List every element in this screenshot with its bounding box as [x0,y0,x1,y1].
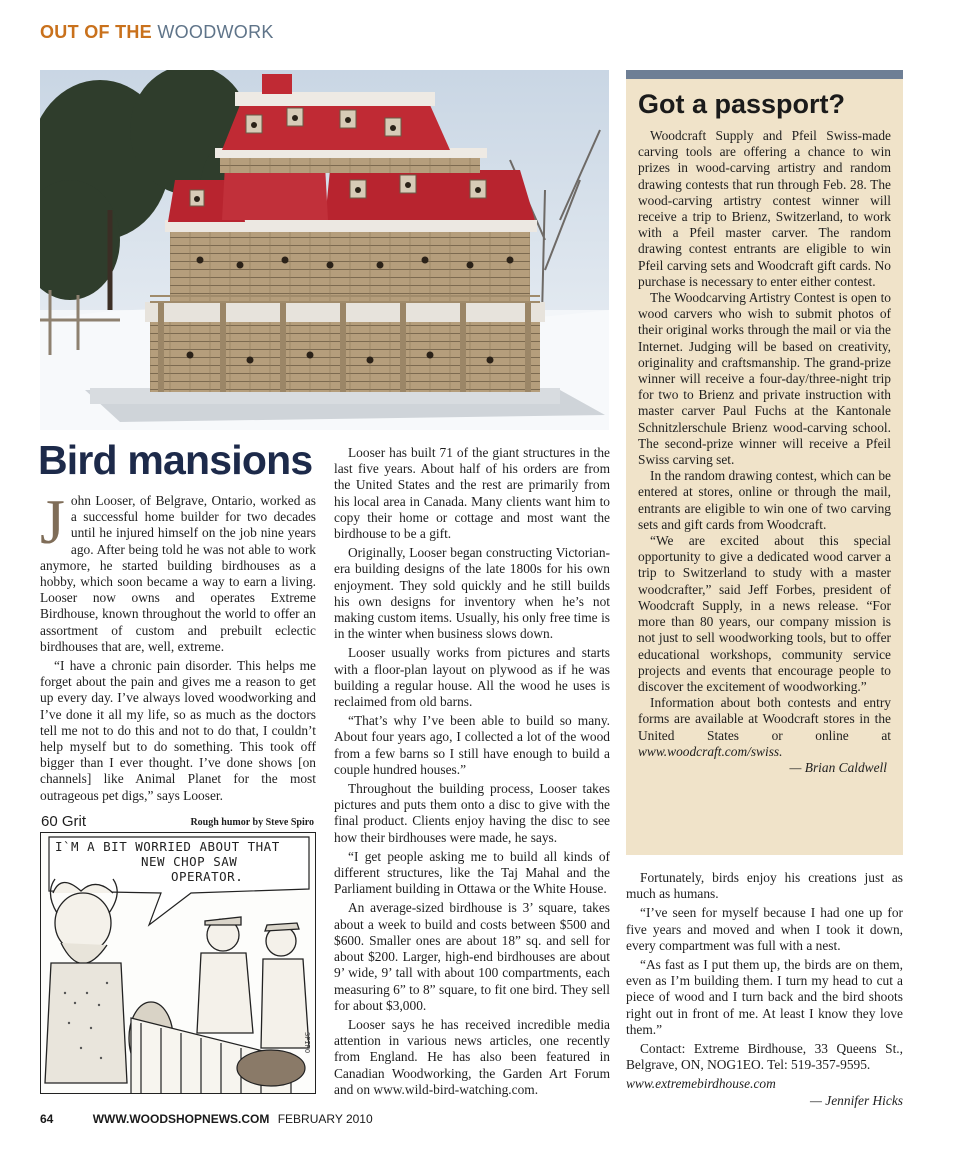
cartoon-caption [55,839,305,884]
cartoon-header [40,812,316,832]
sidebar-url[interactable]: www.woodcraft.com/swiss. [638,743,783,759]
article-paragraph [40,486,316,655]
cartoon-signature: SPIRO [303,1031,311,1053]
cartoon-caption-line: OPERATOR. [171,869,244,884]
footer-site[interactable]: WWW.WOODSHOPNEWS.COM [92,1112,270,1126]
article-paragraph: Contact: Extreme Birdhouse, 33 Queens St., Belgrave, ON, NOG1EO. Tel: 519-357-9595. [626,1041,903,1073]
cartoon-caption-line: NEW CHOP SAW [141,854,238,869]
article-column-3 [626,870,903,1109]
article-headline: Bird mansions [38,437,313,483]
sidebar-byline: — Brian Caldwell [789,759,887,775]
page-footer [40,1112,373,1126]
section-header [40,22,274,43]
section-header-light: WOODWORK [157,22,274,42]
article-column-1 [40,486,316,807]
birdhouse-photo [40,70,609,430]
article-paragraph: An average-sized birdhouse is 3’ square, takes about a week to build and costs between $500 and $600. Smaller ones are about 18” sq. and sell for about $200. Larger, high-end birdhouses are about 9’ wide, 9’ tall with about 100 compartments, each measuring 6” to 8” square, to fit one bird. They sell for about $3,000. [334,900,610,1013]
section-header-strong: OUT OF THE [40,22,152,42]
article-paragraph-text: ohn Looser, of Belgrave, Ontario, worked as a successful home builder for two decades until he injured himself on the job nine years ago. After being told he was not able to work anymore, he started building birdhouses as a hobby, which soon became a way to earn a living. Looser now owns and operates Extreme Birdhouse, known throughout the world to offer an assortment of custom and prebuilt eclectic birdhouses that are, well, extreme. [40,493,316,654]
article-paragraph: “I get people asking me to build all kinds of different structures, like the Taj Mahal and the Parliament building in Ottawa or the White House. [334,848,610,897]
sidebar-paragraph: Woodcraft Supply and Pfeil Swiss-made carving tools are offering a chance to win prizes in wood-carving artistry and random drawing contests that run through Feb. 28. The wood-carving artistry contest winner will receive a trip to Brienz, Switzerland, to work with a Pfeil master carver. The random drawing contest entrants are eligible to win Pfeil carving sets and Woodcraft gift cards. No purchase is necessary to enter either contest. [638,128,891,289]
cartoon-credit: Rough humor by Steve Spiro [190,817,314,828]
footer-issue: FEBRUARY 2010 [277,1112,373,1126]
cartoon [40,812,316,1094]
article-paragraph: “I have a chronic pain disorder. This helps me forget about the pain and gives me a reason to get up every day. I’ve always loved woodworking and I’ve done it all my life, so as much as the doctors tell me not to do this and not to do that, I couldn’t help myself but to do something. This took off bigger than I ever thought. I’ve done shows [on channels] like Animal Planet for the most outrageous pet digs,” says Looser. [40,658,316,803]
page-number: 64 [40,1112,54,1126]
contact-url[interactable]: www.extremebirdhouse.com [626,1076,776,1092]
sidebar-paragraph-text: Information about both contests and entry forms are available at Woodcraft stores in the United States or online at [638,695,891,743]
article-paragraph: Looser usually works from pictures and starts with a floor-plan layout on plywood as if he was building a regular house. All the wood he uses is reclaimed from old barns. [334,645,610,710]
article-paragraph: Throughout the building process, Looser takes pictures and puts them onto a disc to give with the final product. Clients enjoy having the disc to see how their birdhouses were made, he says. [334,781,610,845]
sidebar-top-bar [626,70,903,79]
sidebar-paragraph: “We are excited about this special opportunity to give a dedicated wood carver a trip to Switzerland to study with a master woodcrafter,” said Jeff Forbes, president of Woodcraft Supply, in a news release. “For more than 80 years, our company mission is not just to sell woodworking tools, but to offer educational workshops, community service projects and events that encourage people to discover the excitement of woodworking.” [638,533,891,694]
article-paragraph: Originally, Looser began constructing Victorian-era building designs of the late 1800s for his own enjoyment. They sold quickly and he still builds his own designs for inventory when he’s not making custom items. Usually, his only free time is in the winter when business slows down. [334,545,610,642]
sidebar-title: Got a passport? [638,89,846,119]
sidebar-paragraph: In the random drawing contest, which can be entered at stores, online or through the mail, entrants are eligible to win one of two carving sets and gift cards from Woodcraft. [638,468,891,532]
sidebar-paragraph: The Woodcarving Artistry Contest is open to wood carvers who wish to submit photos of their original works through the mail or via the Internet. Judging will be based on creativity, originality and craftsmanship. The grand-prize winner will receive a four-day/three-night trip for two to Brienz and private instruction with master carver Paul Fuchs at the Kantonale Schnitzlerschule Brienz wood-carving school. The second-prize winner will receive a Pfeil Swiss carving set. [638,290,891,468]
drop-cap: J [40,486,65,557]
cartoon-caption-line: I`M A BIT WORRIED ABOUT THAT [55,839,280,854]
article-paragraph: “I’ve seen for myself because I had one up for five years and moved and when I took it down, every compartment was full with a nest. [626,905,903,953]
article-byline: — Jennifer Hicks [810,1092,903,1108]
cartoon-panel [40,832,316,1094]
sidebar-box [626,70,903,855]
article-paragraph: “As fast as I put them up, the birds are on them, even as I’m building them. I turn my head to cut a piece of wood and I turn back and the bird shoots right out in front of me. At least I know they love them.” [626,957,903,1037]
sidebar-paragraph [638,695,891,760]
article-paragraph: Looser says he has received incredible media attention in various news articles, one recently from England. He has also been featured in Canadian Woodworking, the Garden Art Forum and on www.wild-bird-watching.com. [334,1016,610,1097]
article-paragraph: Fortunately, birds enjoy his creations just as much as humans. [626,870,903,902]
article-paragraph: Looser has built 71 of the giant structures in the last five years. About half of his orders are from the United States and the rest are primarily from his local area in Canada. Many clients want him to copy their home or cottage and most want the birdhouse to be a gift. [334,445,610,542]
article-column-2 [334,445,610,1101]
article-paragraph: “That’s why I’ve been able to build so many. About four years ago, I collected a lot of the wood from a few barns so I still have enough to build a couple hundred houses.” [334,713,610,777]
sidebar-body [626,128,903,776]
cartoon-title: 60 Grit [41,813,87,830]
